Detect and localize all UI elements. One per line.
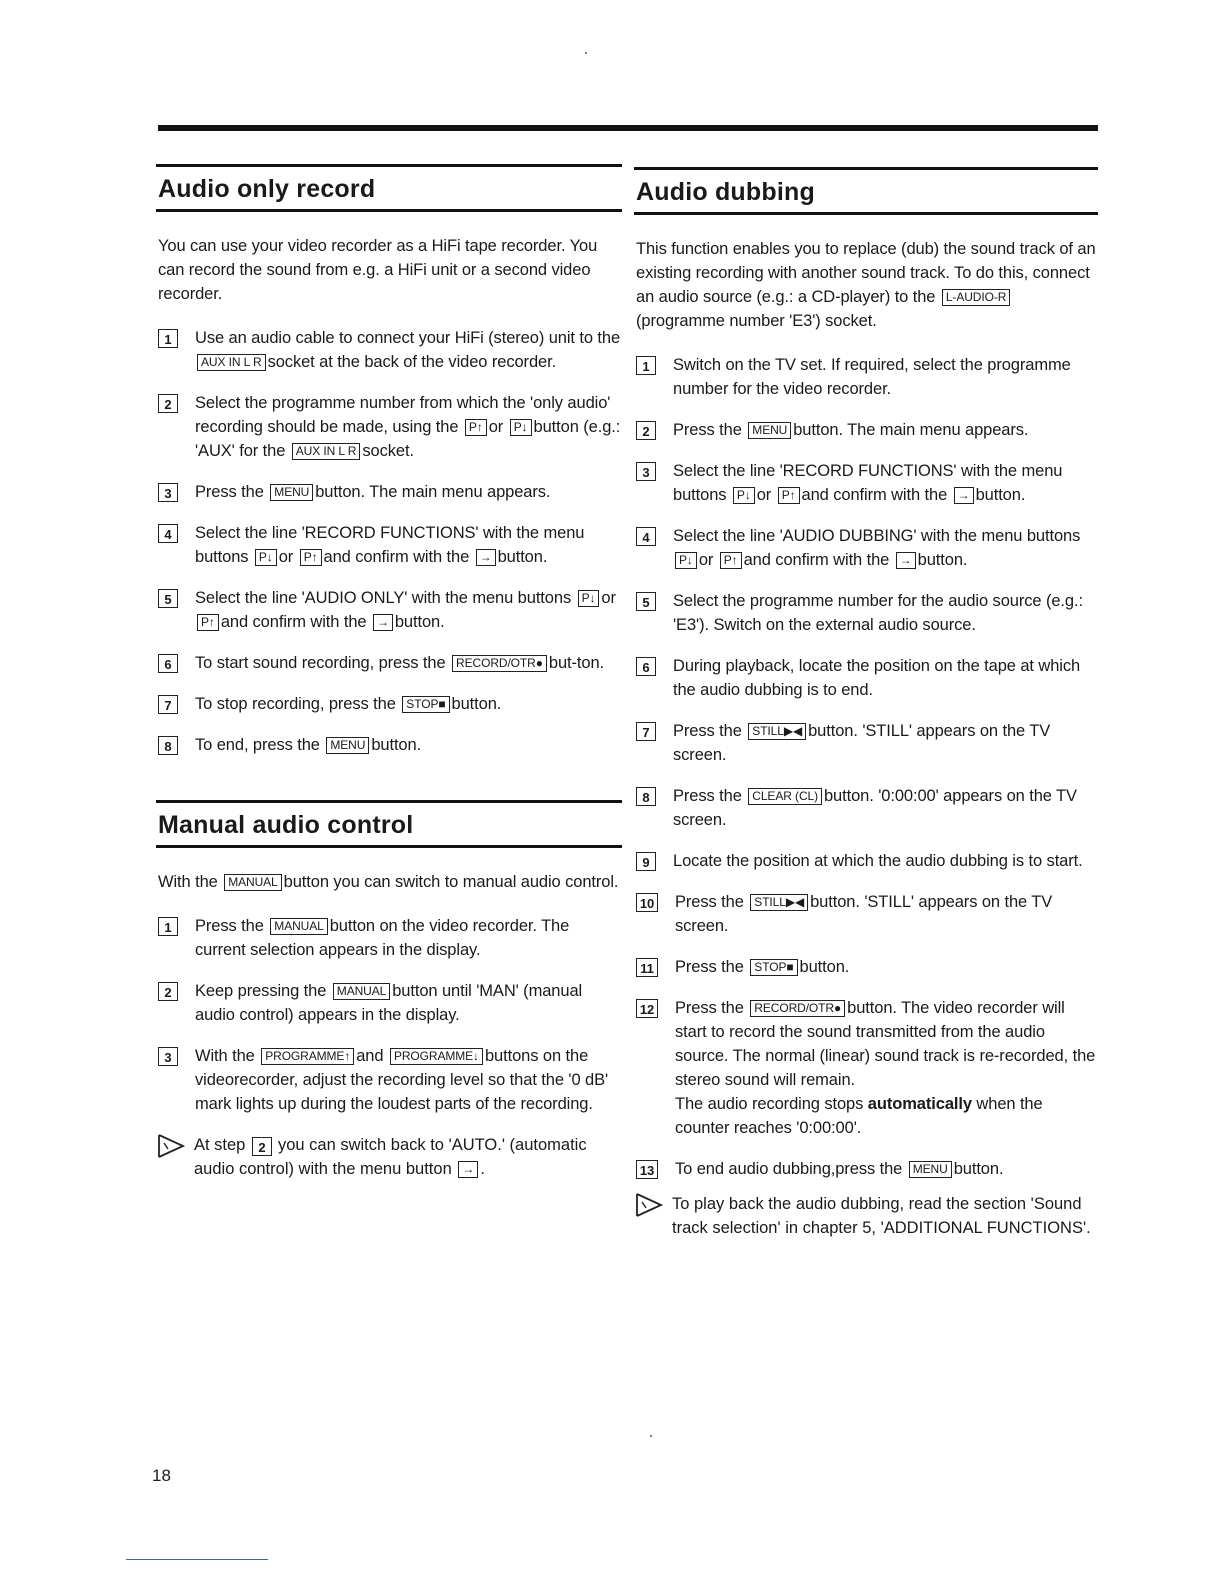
step-text: To start sound recording, press the RECORD/OTR● but-ton. (195, 654, 605, 672)
step-text: To end, press the MENU button. (195, 736, 422, 754)
step-number: 5 (158, 589, 178, 608)
top-rule (158, 125, 1098, 131)
button-label: P↓ (255, 549, 277, 566)
step-text: With the PROGRAMME↑ and PROGRAMME↓ buttons on the videorecorder, adjust the recording level so that the '0 dB' mark lights up during the loudest parts of the recording. (195, 1047, 609, 1113)
step-text: Press the STILL▶◀ button. 'STILL' appears on the TV screen. (675, 893, 1053, 935)
audio-only-intro: You can use your video recorder as a HiFi tape recorder. You can record the sound from e.g. a HiFi unit or a second video recorder. (158, 237, 598, 303)
page-number: 18 (152, 1466, 171, 1485)
tip-arrow-icon (634, 1192, 664, 1240)
arrow-button-label: → (476, 549, 496, 566)
step-number: 12 (636, 999, 658, 1018)
step-item (156, 651, 622, 675)
step-number: 2 (158, 394, 178, 413)
step-item (634, 996, 1098, 1140)
step-item (156, 586, 622, 634)
step-text: Press the CLEAR (CL) button. '0:00:00' appears on the TV screen. (673, 787, 1077, 829)
button-label: STOP■ (750, 959, 797, 976)
step-text: During playback, locate the position on the tape at which the audio dubbing is to end. (673, 657, 1081, 699)
button-label: P↓ (675, 552, 697, 569)
arrow-button-label: → (373, 614, 393, 631)
audio-only-heading (156, 164, 622, 212)
step-text: Use an audio cable to connect your HiFi (stereo) unit to the AUX IN L R socket at the back of the video recorder. (195, 329, 621, 371)
button-label: PROGRAMME↓ (390, 1048, 483, 1065)
step-number: 4 (158, 524, 178, 543)
button-label: MENU (748, 422, 791, 439)
step-text: Keep pressing the MANUAL button until 'MAN' (manual audio control) appears in the display. (195, 982, 583, 1024)
button-label: MENU (909, 1161, 952, 1178)
step-item (634, 784, 1098, 832)
button-label: L-AUDIO-R (942, 289, 1010, 306)
step-text: Press the STILL▶◀ button. 'STILL' appears on the TV screen. (673, 722, 1051, 764)
button-label: P↑ (720, 552, 742, 569)
step-number: 1 (158, 917, 178, 936)
step-text: Select the programme number for the audio source (e.g.: 'E3'). Switch on the external audio source. (673, 592, 1083, 634)
step-text: Press the STOP■ button. (675, 958, 850, 976)
step-number: 2 (158, 982, 178, 1001)
step-item (156, 391, 622, 463)
manual-audio-heading (156, 800, 622, 848)
button-label: STILL▶◀ (750, 894, 808, 911)
button-label: RECORD/OTR● (452, 655, 547, 672)
button-label: P↑ (465, 419, 487, 436)
audio-dubbing-intro: This function enables you to replace (dub) the sound track of an existing recording with another sound track. To do this, connect an audio source (e.g.: a CD-player) to the L-AUDIO-R(programme number 'E3') socket. (636, 240, 1096, 330)
tip-text: At step 2 you can switch back to 'AUTO.' (automatic audio control) with the menu button → . (194, 1136, 587, 1178)
scan-speck (585, 52, 587, 54)
button-label: MANUAL (270, 918, 327, 935)
step-item (634, 890, 1098, 938)
step-text: Select the line 'RECORD FUNCTIONS' with the menu buttons P↓ or P↑ and confirm with the → button. (195, 524, 585, 566)
step-item (156, 733, 622, 757)
tip-note (634, 1192, 1098, 1240)
step-number: 1 (158, 329, 178, 348)
step-item (156, 979, 622, 1027)
button-label: P↓ (578, 590, 600, 607)
button-label: AUX IN L R (292, 443, 361, 460)
tip-text: To play back the audio dubbing, read the section 'Sound track selection' in chapter 5, 'ADDITIONAL FUNCTIONS'. (672, 1195, 1091, 1237)
button-label: RECORD/OTR● (750, 1000, 845, 1017)
manual-audio-intro: With the MANUAL button you can switch to manual audio control. (158, 873, 619, 891)
step-number: 8 (636, 787, 656, 806)
step-text: Press the MENU button. The main menu appears. (673, 421, 1029, 439)
button-label: P↓ (510, 419, 532, 436)
arrow-button-label: → (458, 1161, 478, 1178)
step-number: 13 (636, 1160, 658, 1179)
step-number: 8 (158, 736, 178, 755)
step-item (156, 521, 622, 569)
step-text: Select the programme number from which the 'only audio' recording should be made, using the P↑ or P↓ button (e.g.: 'AUX' for the AUX IN L R socket. (195, 394, 621, 460)
step-number: 2 (252, 1137, 272, 1156)
bold-word: automatically (867, 1095, 972, 1113)
step-number: 3 (636, 462, 656, 481)
step-item (634, 654, 1098, 702)
step-item (156, 914, 622, 962)
section-title: Audio only record (158, 175, 376, 203)
step-number: 2 (636, 421, 656, 440)
step-number: 9 (636, 852, 656, 871)
button-label: P↑ (778, 487, 800, 504)
button-label: P↑ (197, 614, 219, 631)
step-text: Select the line 'AUDIO ONLY' with the menu buttons P↓ or P↑ and confirm with the → button. (195, 589, 616, 631)
step-item (634, 418, 1098, 442)
button-label: PROGRAMME↑ (261, 1048, 354, 1065)
step-text: Press the MANUAL button on the video recorder. The current selection appears in the display. (195, 917, 570, 959)
step-number: 4 (636, 527, 656, 546)
scan-speck (650, 1435, 652, 1437)
step-text: Select the line 'RECORD FUNCTIONS' with the menu buttons P↓ or P↑ and confirm with the → button. (673, 462, 1063, 504)
arrow-button-label: → (896, 552, 916, 569)
button-label: CLEAR (CL) (748, 788, 822, 805)
step-number: 10 (636, 893, 658, 912)
step-number: 7 (636, 722, 656, 741)
section-title: Manual audio control (158, 811, 414, 839)
step-item (156, 692, 622, 716)
button-label: P↓ (733, 487, 755, 504)
right-column (634, 167, 1098, 1240)
left-column (156, 164, 622, 1181)
step-text: Switch on the TV set. If required, select the programme number for the video recorder. (673, 356, 1071, 398)
step-item (634, 459, 1098, 507)
step-text: Press the MENU button. The main menu appears. (195, 483, 551, 501)
button-label: MANUAL (224, 874, 281, 891)
step-number: 5 (636, 592, 656, 611)
step-item (634, 589, 1098, 637)
step-number: 11 (636, 958, 658, 977)
section-title: Audio dubbing (636, 178, 815, 206)
step-text: Select the line 'AUDIO DUBBING' with the menu buttons P↓ or P↑ and confirm with the → button. (673, 527, 1081, 569)
tip-arrow-icon (156, 1133, 186, 1181)
audio-dubbing-heading (634, 167, 1098, 215)
step-number: 6 (636, 657, 656, 676)
button-label: MENU (270, 484, 313, 501)
step-number: 3 (158, 483, 178, 502)
step-number: 1 (636, 356, 656, 375)
step-number: 3 (158, 1047, 178, 1066)
step-item (156, 326, 622, 374)
button-label: P↑ (300, 549, 322, 566)
button-label: MENU (326, 737, 369, 754)
step-item (634, 849, 1098, 873)
step-number: 7 (158, 695, 178, 714)
step-text: Press the RECORD/OTR● button. The video recorder will start to record the sound transmitted from the audio source. The normal (linear) sound track is re-recorded, the stereo sound will remain. The audio recording stops automatically when the counter reaches '0:00:00'. (675, 999, 1096, 1137)
button-label: STILL▶◀ (748, 723, 806, 740)
step-item (634, 353, 1098, 401)
step-item (156, 1044, 622, 1116)
step-item (634, 524, 1098, 572)
step-text: Locate the position at which the audio dubbing is to start. (673, 852, 1083, 870)
step-item (634, 955, 1098, 979)
step-item (634, 719, 1098, 767)
arrow-button-label: → (954, 487, 974, 504)
button-label: STOP■ (402, 696, 449, 713)
step-number: 6 (158, 654, 178, 673)
step-item (156, 480, 622, 504)
step-item (634, 1157, 1098, 1181)
tip-note (156, 1133, 622, 1181)
button-label: MANUAL (333, 983, 390, 1000)
step-text: To end audio dubbing,press the MENU button. (675, 1160, 1004, 1178)
step-text: To stop recording, press the STOP■ button. (195, 695, 502, 713)
button-label: AUX IN L R (197, 354, 266, 371)
footer-rule (126, 1559, 268, 1560)
